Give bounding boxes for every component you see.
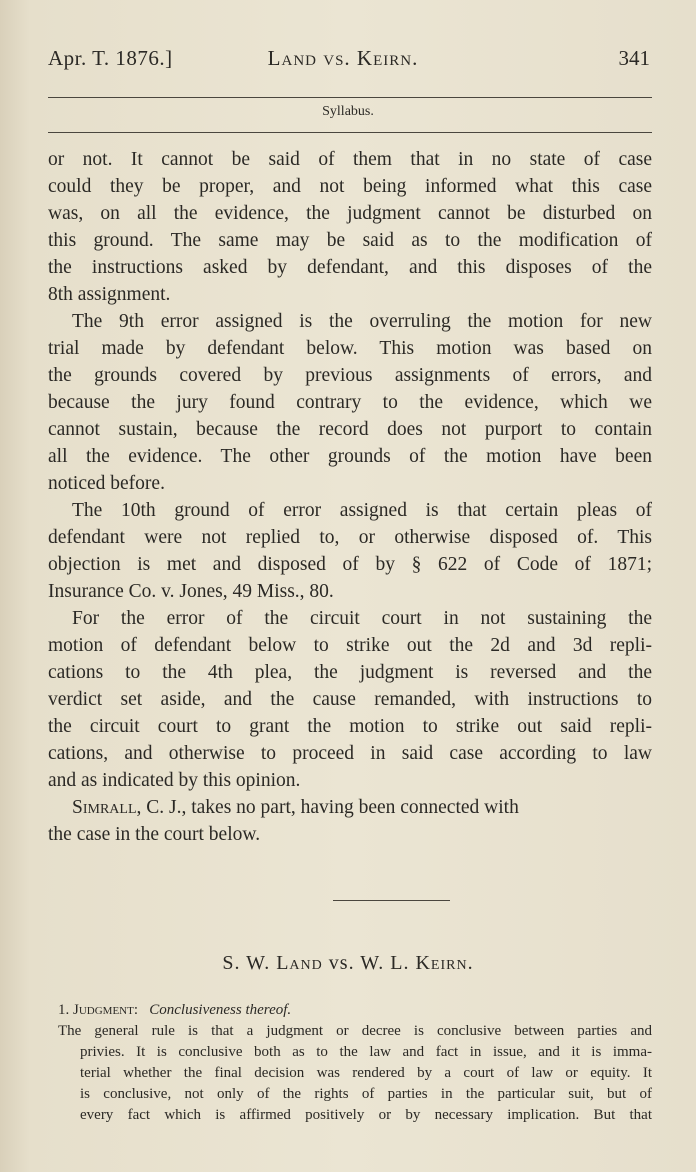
text-line: For the error of the circuit court in not sustaining the — [72, 608, 652, 629]
headnote-line: privies. It is conclusive both as to the law and fact in issue, and it is imma- — [80, 1044, 652, 1060]
page-number: 341 — [618, 46, 650, 70]
text-fragment: takes no part, having been connected with — [186, 797, 519, 818]
running-title: Land vs. Keirn. — [267, 46, 419, 70]
headnote-line: every fact which is affirmed positively or by necessary implication. But that — [80, 1107, 652, 1123]
text-line: verdict set aside, and the cause remanded, with instructions to — [48, 689, 652, 710]
text-line: could they be proper, and not being informed what this case — [48, 176, 652, 197]
headnote-line: is conclusive, not only of the rights of parties in the particular suit, but of — [80, 1086, 652, 1102]
text-line: cannot sustain, because the record does not purport to contain — [48, 419, 652, 440]
header-rule — [48, 97, 652, 98]
text-line: objection is met and disposed of by § 622 of Code of 1871; — [48, 554, 652, 575]
text-line: noticed before. — [48, 473, 165, 494]
section-label: Syllabus. — [322, 104, 374, 119]
text-line: trial made by defendant below. This motion was based on — [48, 338, 652, 359]
text-line: The 9th error assigned is the overruling the motion for new — [72, 311, 652, 332]
text-line: The 10th ground of error assigned is that certain pleas of — [72, 500, 652, 521]
title-part: W. L. — [360, 952, 416, 974]
title-part: vs. — [322, 952, 361, 974]
opinion-text — [48, 146, 652, 848]
headnote-number: 1. — [58, 1002, 73, 1018]
title-part: Keirn. — [415, 952, 474, 974]
headnote — [58, 1000, 652, 1126]
text-line: Insurance Co. v. Jones, 49 Miss., 80. — [48, 581, 334, 602]
text-line: the grounds covered by previous assignments of errors, and — [48, 365, 652, 386]
case-title — [0, 952, 696, 975]
text-line: was, on all the evidence, the judgment cannot be disturbed on — [48, 203, 652, 224]
text-line: because the jury found contrary to the evidence, which we — [48, 392, 652, 413]
section-rule — [48, 132, 652, 133]
text-line: motion of defendant below to strike out the 2d and 3d repli- — [48, 635, 652, 656]
text-line — [48, 794, 652, 821]
headnote-topic: Judgment: — [73, 1002, 138, 1018]
text-line: and as indicated by this opinion. — [48, 770, 301, 791]
text-line: the case in the court below. — [48, 824, 261, 845]
title-part: S. W. — [222, 952, 277, 974]
text-line: all the evidence. The other grounds of the motion have been — [48, 446, 652, 467]
headnote-subtopic: Conclusiveness thereof. — [149, 1002, 292, 1018]
headnote-line: The general rule is that a judgment or decree is conclusive between parties and — [58, 1023, 652, 1039]
text-line: defendant were not replied to, or otherwise disposed of. This — [48, 527, 652, 548]
text-line: cations, and otherwise to proceed in said case according to law — [48, 743, 652, 764]
judge-name: Simrall, C. J., — [72, 797, 187, 818]
title-part: Land — [276, 952, 323, 974]
term-label: Apr. T. 1876.] — [48, 46, 173, 70]
section-divider — [333, 900, 450, 901]
text-line: 8th assignment. — [48, 284, 171, 305]
headnote-line: terial whether the final decision was rendered by a court of law or equity. It — [80, 1065, 652, 1081]
headnote-heading — [58, 1000, 652, 1021]
text-line: or not. It cannot be said of them that in no state of case — [48, 149, 652, 170]
text-line: this ground. The same may be said as to the modification of — [48, 230, 652, 251]
text-line: cations to the 4th plea, the judgment is reversed and the — [48, 662, 652, 683]
text-line: the instructions asked by defendant, and this disposes of the — [48, 257, 652, 278]
text-line: the circuit court to grant the motion to strike out said repli- — [48, 716, 652, 737]
